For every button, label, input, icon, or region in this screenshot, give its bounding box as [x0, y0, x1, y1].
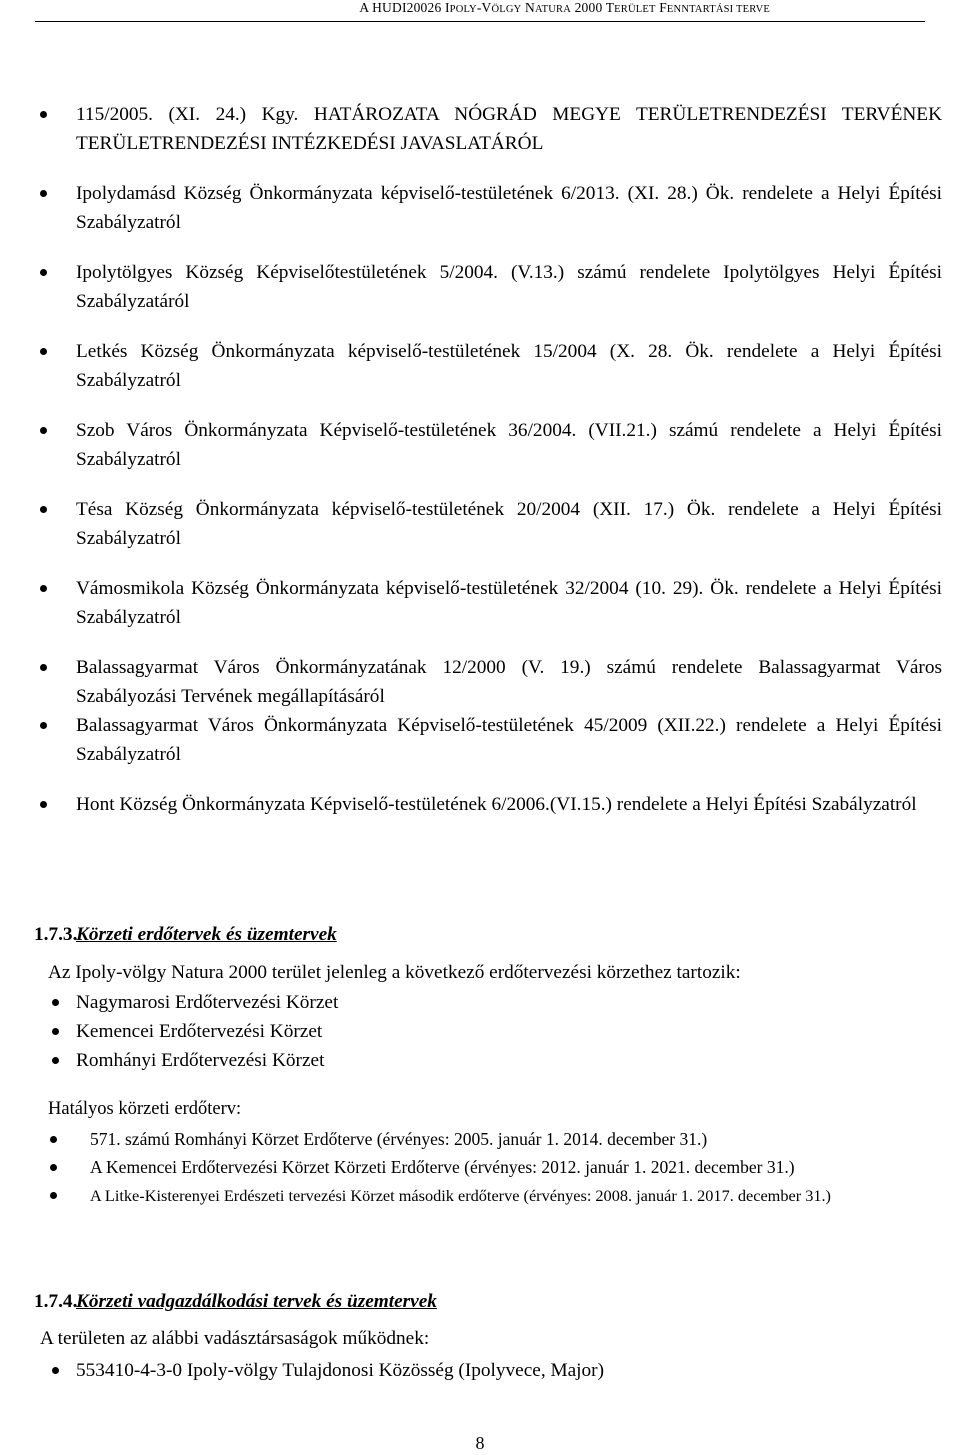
section-heading-1-7-3: 1.7.3.Körzeti erdőtervek és üzemtervek — [34, 924, 337, 945]
valid-plan-label: Hatályos körzeti erdőterv: — [48, 1099, 242, 1119]
regulation-item: Ipolytölgyes Község Képviselőtestületének 5/2004. (V.13.) számú rendelete Ipolytölgyes Helyi Építési Szabályzatáról — [76, 258, 942, 316]
hunting-society-list — [76, 1356, 604, 1385]
regulation-item: Vámosmikola Község Önkormányzata képviselő-testületének 32/2004 (10. 29). Ök. rendelete a Helyi Építési Szabályzatról — [76, 574, 942, 632]
hunting-society-item: 553410-4-3-0 Ipoly-völgy Tulajdonosi Közösség (Ipolyvece, Major) — [76, 1356, 604, 1385]
valid-plan-list — [90, 1127, 950, 1211]
running-header: A HUDI20026 IPOLY-VÖLGY NATURA 2000 TERÜLET FENNTARTÁSI TERVE — [359, 0, 770, 15]
section-heading-1-7-4: 1.7.4.Körzeti vadgazdálkodási tervek és üzemtervek — [34, 1291, 437, 1312]
section-intro: Az Ipoly-völgy Natura 2000 terület jelenleg a következő erdőtervezési körzethez tartozik: — [48, 962, 741, 983]
regulation-item: Tésa Község Önkormányzata képviselő-testületének 20/2004 (XII. 17.) Ök. rendelete a Helyi Építési Szabályzatról — [76, 495, 942, 553]
header-rule — [35, 21, 925, 22]
regulation-item: Szob Város Önkormányzata Képviselő-testületének 36/2004. (VII.21.) számú rendelete a Helyi Építési Szabályzatról — [76, 416, 942, 474]
regulation-list — [76, 100, 942, 819]
regulation-item: Balassagyarmat Város Önkormányzata Képviselő-testületének 45/2009 (XII.22.) rendelete a Helyi Építési Szabályzatról — [76, 711, 942, 769]
section-intro: A területen az alábbi vadásztársaságok működnek: — [40, 1328, 430, 1349]
forest-district-list — [76, 988, 338, 1075]
regulation-item: 115/2005. (XI. 24.) Kgy. HATÁROZATA NÓGRÁD MEGYE TERÜLETRENDEZÉSI TERVÉNEK TERÜLETRENDEZÉSI INTÉZKEDÉSI JAVASLATÁRÓL — [76, 100, 942, 158]
regulation-item: Hont Község Önkormányzata Képviselő-testületének 6/2006.(VI.15.) rendelete a Helyi Építési Szabályzatról — [76, 790, 942, 819]
valid-plan-item: A Kemencei Erdőtervezési Körzet Körzeti Erdőterve (érvényes: 2012. január 1. 2021. december 31.) — [90, 1155, 890, 1180]
regulation-item: Balassagyarmat Város Önkormányzatának 12/2000 (V. 19.) számú rendelete Balassagyarmat Város Szabályozási Tervének megállapításáról — [76, 653, 942, 711]
forest-district-item: Nagymarosi Erdőtervezési Körzet — [76, 988, 338, 1017]
forest-district-item: Romhányi Erdőtervezési Körzet — [76, 1046, 338, 1075]
valid-plan-item: A Litke-Kisterenyei Erdészeti tervezési Körzet második erdőterve (érvényes: 2008. január 1. 2017. december 31.) — [90, 1183, 950, 1208]
valid-plan-item: 571. számú Romhányi Körzet Erdőterve (érvényes: 2005. január 1. 2014. december 31.) — [90, 1127, 950, 1152]
page-number: 8 — [475, 1433, 485, 1453]
regulation-item: Ipolydamásd Község Önkormányzata képviselő-testületének 6/2013. (XI. 28.) Ök. rendelete a Helyi Építési Szabályzatról — [76, 179, 942, 237]
forest-district-item: Kemencei Erdőtervezési Körzet — [76, 1017, 338, 1046]
regulation-item: Letkés Község Önkormányzata képviselő-testületének 15/2004 (X. 28. Ök. rendelete a Helyi Építési Szabályzatról — [76, 337, 942, 395]
